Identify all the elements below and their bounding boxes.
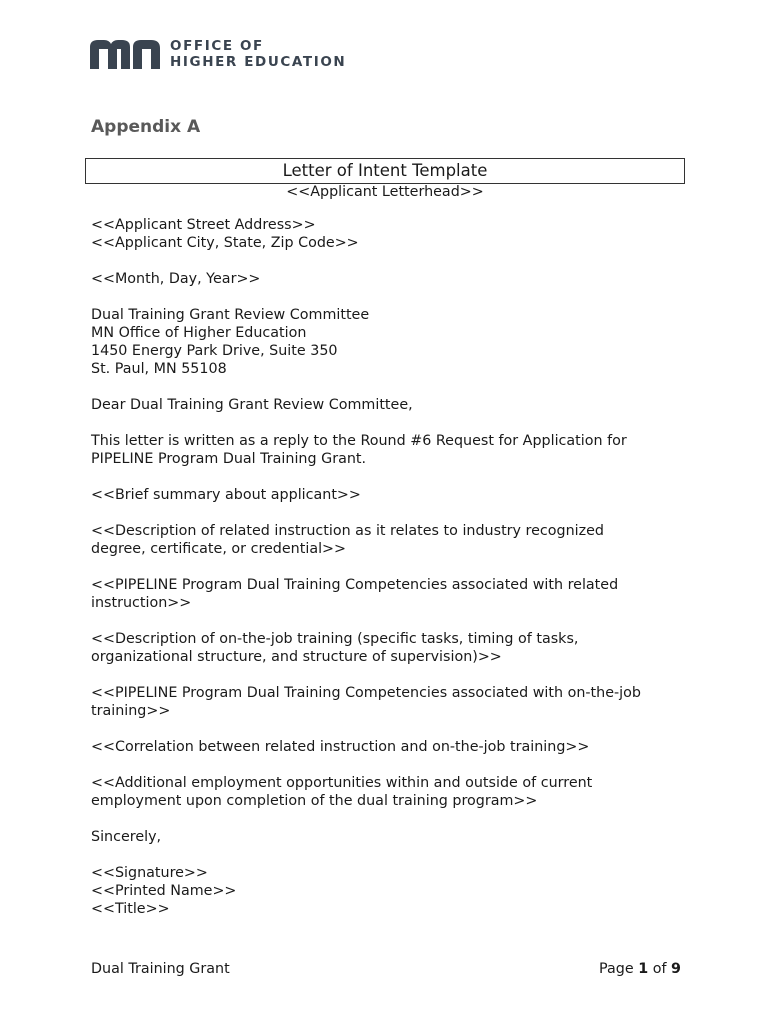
letter-paragraph	[91, 828, 691, 846]
letter-paragraph	[91, 432, 691, 468]
of-word: of	[652, 961, 667, 977]
letter-line: <<PIPELINE Program Dual Training Competencies associated with on-the-job	[91, 685, 641, 701]
letter-line: <<Applicant Street Address>>	[91, 217, 316, 233]
current-page: 1	[638, 961, 649, 977]
page-number	[599, 960, 681, 978]
letter-line: St. Paul, MN 55108	[91, 361, 227, 377]
letter-paragraph	[91, 306, 691, 378]
letter-line: <<Additional employment opportunities within and outside of current	[91, 775, 593, 791]
letter-line: Dual Training Grant Review Committee	[91, 307, 370, 323]
letter-line: Dear Dual Training Grant Review Committee,	[91, 397, 413, 413]
letter-line: <<Description of related instruction as it relates to industry recognized	[91, 523, 605, 539]
footer-title: Dual Training Grant	[91, 961, 230, 977]
letter-paragraph	[91, 396, 691, 414]
letter-line: training>>	[91, 703, 171, 719]
letter-paragraph	[91, 576, 691, 612]
total-pages: 9	[671, 961, 681, 977]
letter-body	[91, 216, 691, 936]
letter-line: MN Office of Higher Education	[91, 325, 307, 341]
letterhead-placeholder: <<Applicant Letterhead>>	[286, 184, 484, 200]
letter-paragraph	[91, 684, 691, 720]
letter-paragraph	[91, 774, 691, 810]
page-footer	[91, 960, 681, 978]
letter-line: instruction>>	[91, 595, 192, 611]
letter-line: <<Description of on-the-job training (specific tasks, timing of tasks,	[91, 631, 579, 647]
letter-line: employment upon completion of the dual training program>>	[91, 793, 538, 809]
logo-line-2: HIGHER EDUCATION	[170, 54, 347, 70]
logo-line-1: OFFICE OF	[170, 38, 264, 54]
letter-line: <<Month, Day, Year>>	[91, 271, 261, 287]
letter-paragraph	[91, 522, 691, 558]
letter-line: <<Signature>>	[91, 865, 208, 881]
letter-paragraph	[91, 738, 691, 756]
letter-line: <<PIPELINE Program Dual Training Competencies associated with related	[91, 577, 619, 593]
letter-line: Sincerely,	[91, 829, 162, 845]
letter-paragraph	[91, 486, 691, 504]
letter-line: organizational structure, and structure of supervision)>>	[91, 649, 502, 665]
page-word: Page	[599, 961, 634, 977]
appendix-heading: Appendix A	[91, 117, 201, 137]
letter-paragraph	[91, 630, 691, 666]
office-of-higher-education-logo	[90, 38, 346, 70]
logo-wordmark	[170, 38, 346, 70]
minnesota-mn-logo-icon	[90, 39, 160, 69]
letter-line: degree, certificate, or credential>>	[91, 541, 347, 557]
letter-line: <<Printed Name>>	[91, 883, 237, 899]
document-title: Letter of Intent Template	[85, 158, 685, 184]
letter-line: <<Title>>	[91, 901, 170, 917]
letter-paragraph	[91, 864, 691, 918]
letter-line: 1450 Energy Park Drive, Suite 350	[91, 343, 338, 359]
letter-line: <<Applicant City, State, Zip Code>>	[91, 235, 359, 251]
letter-line: <<Correlation between related instruction and on-the-job training>>	[91, 739, 590, 755]
letter-line: This letter is written as a reply to the Round #6 Request for Application for	[91, 433, 627, 449]
letter-line: PIPELINE Program Dual Training Grant.	[91, 451, 367, 467]
letter-paragraph	[91, 216, 691, 252]
letter-line: <<Brief summary about applicant>>	[91, 487, 361, 503]
letter-paragraph	[91, 270, 691, 288]
